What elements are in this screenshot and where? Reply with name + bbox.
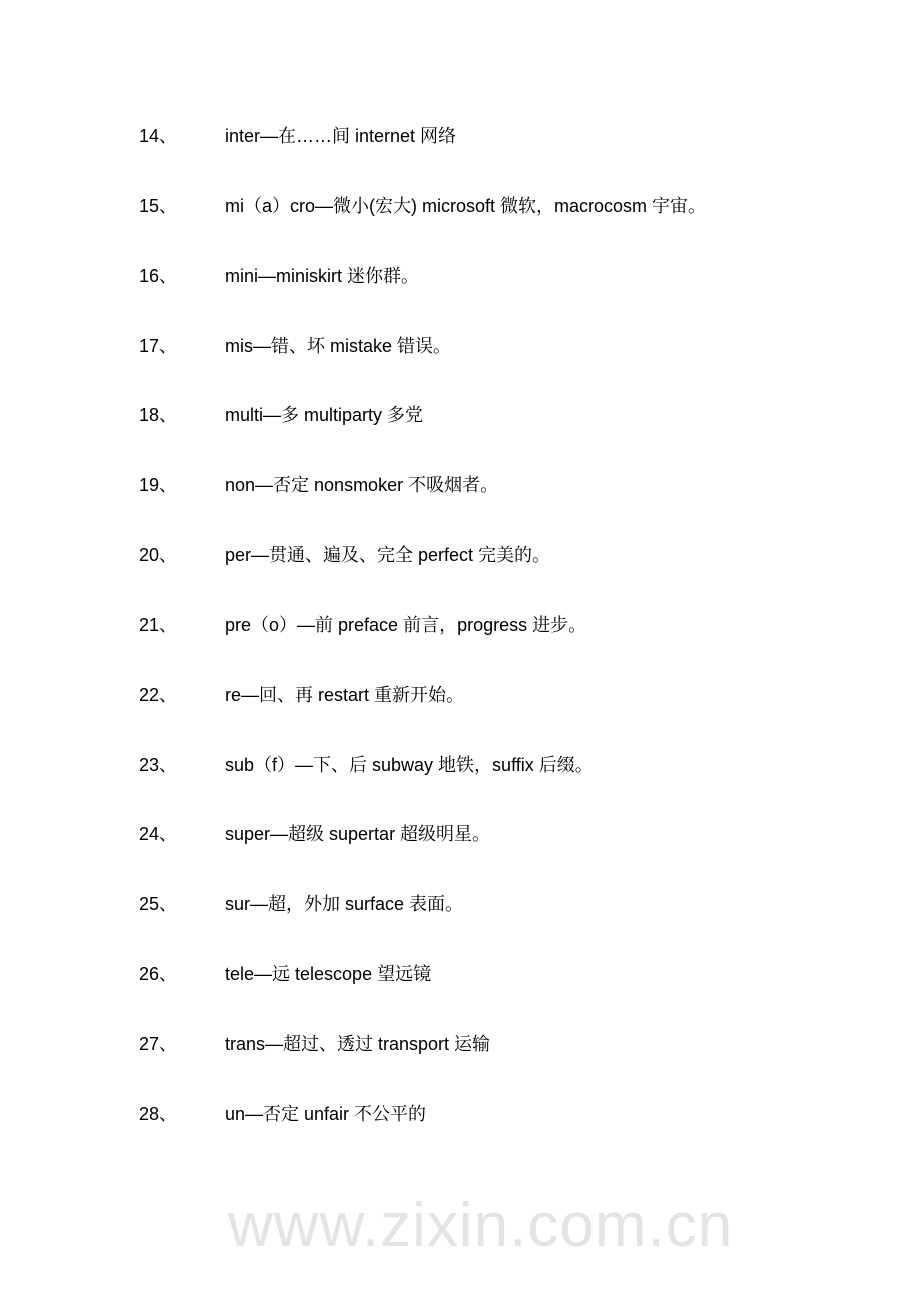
item-number: 19、 [139,475,178,496]
item-number: 24、 [139,824,178,845]
item-text: mini—miniskirt 迷你群。 [225,265,420,286]
item-number: 23、 [139,754,178,775]
item-number: 14、 [139,126,178,146]
item-number: 26、 [139,964,178,985]
item-text: super—超级 supertar 超级明星。 [225,824,491,845]
item-text: re—回、再 restart 重新开始。 [225,684,465,705]
item-text: sur—超，外加 surface 表面。 [225,894,464,915]
item-number: 27、 [139,1033,178,1054]
item-number: 20、 [139,545,178,566]
item-text: mis—错、坏 mistake 错误。 [225,335,452,356]
item-text: per—贯通、遍及、完全 perfect 完美的。 [225,545,551,566]
item-text: sub（f）—下、后 subway 地铁，suffix 后缀。 [225,754,593,775]
item-text: inter—在……间 internet 网络 [225,126,457,146]
item-text: tele—远 telescope 望远镜 [225,964,432,985]
item-text: non—否定 nonsmoker 不吸烟者。 [225,475,499,496]
item-number: 25、 [139,894,178,915]
item-number: 17、 [139,335,178,356]
item-number: 22、 [139,684,178,705]
watermark: www.zixin.com.cn [228,1191,734,1260]
item-number: 28、 [139,1103,178,1124]
item-text: mi（a）cro—微小(宏大) microsoft 微软，macrocosm 宇宙。 [225,195,707,216]
item-number: 18、 [139,405,178,426]
item-number: 15、 [139,195,178,216]
item-number: 16、 [139,265,178,286]
item-text: trans—超过、透过 transport 运输 [225,1033,491,1054]
item-text: multi—多 multiparty 多党 [225,405,424,426]
item-number: 21、 [139,614,178,635]
item-text: un—否定 unfair 不公平的 [225,1103,427,1124]
item-text: pre（o）—前 preface 前言，progress 进步。 [225,614,587,635]
